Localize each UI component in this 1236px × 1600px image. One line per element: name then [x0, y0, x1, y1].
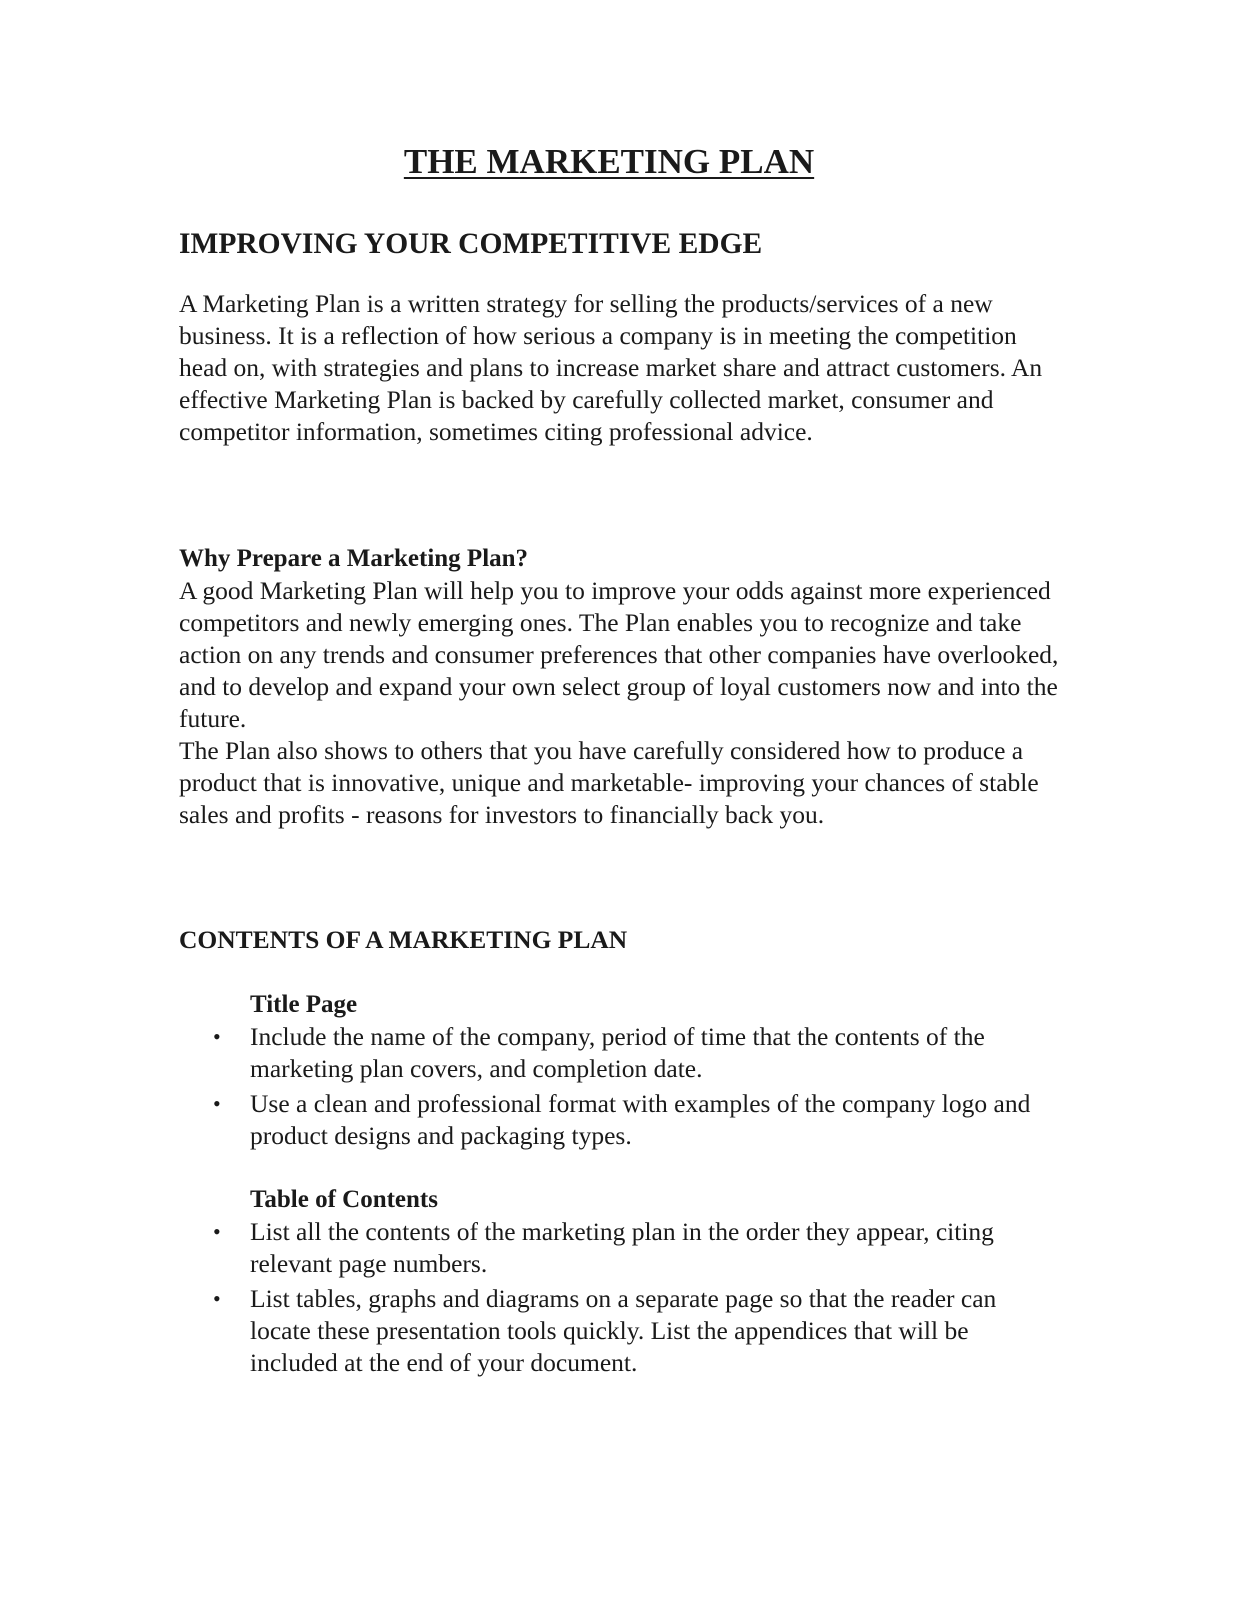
list-item-text: List all the contents of the marketing plan in the order they appear, citing relevant page numbers. — [250, 1217, 994, 1278]
why-paragraph-2: The Plan also shows to others that you have carefully considered how to produce a product that is innovative, unique and marketable- improving your chances of stable sales and profits - reasons for investors to financially back you. — [179, 736, 1039, 829]
list-item — [179, 1021, 1059, 1085]
list-item — [179, 1088, 1059, 1152]
section-table-of-contents — [179, 1184, 1059, 1382]
bullet-icon: • — [213, 1219, 221, 1244]
section-title: Table of Contents — [250, 1186, 438, 1213]
list-item-text: Include the name of the company, period of time that the contents of the marketing plan covers, and completion date. — [250, 1022, 985, 1083]
section-title-page — [179, 989, 1059, 1155]
document-page — [179, 140, 1059, 1377]
why-heading: Why Prepare a Marketing Plan? — [179, 545, 529, 572]
main-heading: IMPROVING YOUR COMPETITIVE EDGE — [179, 228, 763, 260]
list-item — [179, 1283, 1059, 1379]
contents-heading: CONTENTS OF A MARKETING PLAN — [179, 925, 628, 954]
bullet-icon: • — [213, 1091, 221, 1116]
section-title: Title Page — [250, 991, 358, 1018]
list-item-text: Use a clean and professional format with examples of the company logo and product designs and packaging types. — [250, 1089, 1031, 1150]
why-paragraph-1: A good Marketing Plan will help you to improve your odds against more experienced competitors and newly emerging ones. The Plan enables you to recognize and take action on any trends and consumer preferences that other companies have overlooked, and to develop and expand your own select group of loyal customers now and into the future. — [179, 576, 1059, 733]
intro-paragraph: A Marketing Plan is a written strategy for selling the products/services of a new business. It is a reflection of how serious a company is in meeting the competition head on, with strategies and plans to increase market share and attract customers. An effective Marketing Plan is backed by carefully collected market, consumer and competitor information, sometimes citing professional advice. — [179, 289, 1043, 446]
bullet-list — [179, 1021, 1059, 1152]
bullet-icon: • — [213, 1024, 221, 1049]
bullet-icon: • — [213, 1286, 221, 1311]
bullet-list — [179, 1216, 1059, 1379]
list-item-text: List tables, graphs and diagrams on a separate page so that the reader can locate these presentation tools quickly. List the appendices that will be included at the end of your document. — [250, 1284, 997, 1377]
list-item — [179, 1216, 1059, 1280]
page-title: THE MARKETING PLAN — [403, 142, 815, 181]
